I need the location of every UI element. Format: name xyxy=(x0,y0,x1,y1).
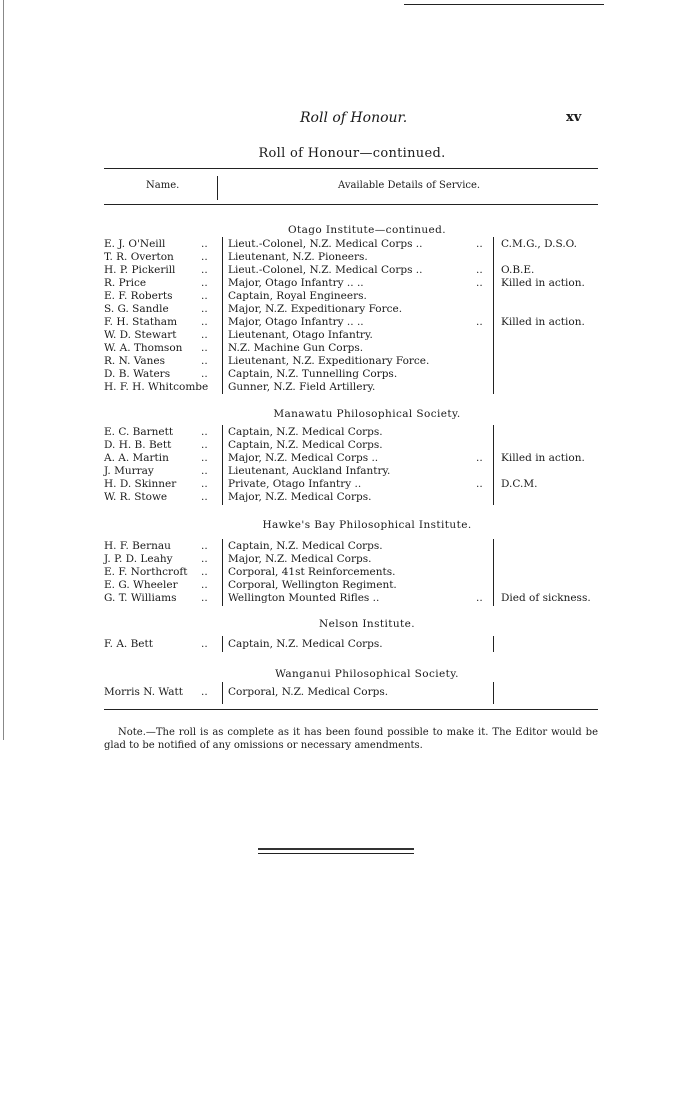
honour: Killed in action. xyxy=(501,316,585,328)
top-rule xyxy=(404,4,604,5)
person-name: H. D. Skinner xyxy=(104,478,177,490)
person-name: D. B. Waters xyxy=(104,368,171,380)
table-row xyxy=(104,355,604,367)
service-detail: Major, N.Z. Medical Corps .. xyxy=(228,452,379,464)
honour: O.B.E. xyxy=(501,264,535,276)
column-divider xyxy=(222,682,223,704)
details-column-header: Available Details of Service. xyxy=(338,180,481,191)
service-detail: N.Z. Machine Gun Corps. xyxy=(228,342,364,354)
person-name: G. T. Williams xyxy=(104,592,177,604)
leader-dots: .. xyxy=(201,251,208,263)
honour: Killed in action. xyxy=(501,277,585,289)
section-title: Hawke's Bay Philosophical Institute. xyxy=(262,519,472,531)
service-detail: Major, N.Z. Expeditionary Force. xyxy=(228,303,403,315)
running-title: Roll of Honour. xyxy=(300,110,408,126)
column-divider xyxy=(493,636,494,652)
leader-dots: .. xyxy=(201,566,208,578)
leader-dots: .. xyxy=(201,238,208,250)
service-detail: Lieutenant, Otago Infantry. xyxy=(228,329,373,341)
person-name: E. F. Roberts xyxy=(104,290,173,302)
service-detail: Wellington Mounted Rifles .. xyxy=(228,592,380,604)
column-divider xyxy=(493,539,494,606)
person-name: R. Price xyxy=(104,277,147,289)
column-divider xyxy=(222,539,223,606)
table-row xyxy=(104,316,604,328)
person-name: Morris N. Watt xyxy=(104,686,183,698)
leader-dots: .. xyxy=(201,465,208,477)
running-header xyxy=(0,110,684,130)
person-name: R. N. Vanes xyxy=(104,355,166,367)
person-name: H. P. Pickerill xyxy=(104,264,176,276)
person-name: W. D. Stewart xyxy=(104,329,177,341)
table-row xyxy=(104,277,604,289)
leader-dots: .. xyxy=(476,452,483,464)
table-row xyxy=(104,303,604,315)
table-row xyxy=(104,368,604,380)
service-detail: Private, Otago Infantry .. xyxy=(228,478,362,490)
service-detail: Lieutenant, Auckland Infantry. xyxy=(228,465,391,477)
table-row xyxy=(104,381,604,393)
table-row xyxy=(104,439,604,451)
person-name: A. A. Martin xyxy=(104,452,169,464)
closing-rule xyxy=(258,853,414,854)
column-divider xyxy=(493,425,494,505)
person-name: H. F. Bernau xyxy=(104,540,171,552)
service-detail: Corporal, Wellington Regiment. xyxy=(228,579,397,591)
column-divider xyxy=(222,636,223,652)
service-detail: Major, N.Z. Medical Corps. xyxy=(228,491,372,503)
leader-dots: .. xyxy=(201,342,208,354)
service-detail: Major, Otago Infantry .. .. xyxy=(228,277,364,289)
table-row xyxy=(104,465,604,477)
leader-dots: .. xyxy=(201,686,208,698)
person-name: W. R. Stowe xyxy=(104,491,168,503)
section-title: Manawatu Philosophical Society. xyxy=(273,408,461,420)
table-bottom-rule xyxy=(104,709,598,710)
roll-title: Roll of Honour—continued. xyxy=(258,146,446,161)
section-title: Nelson Institute. xyxy=(319,618,415,630)
service-detail: Captain, N.Z. Tunnelling Corps. xyxy=(228,368,398,380)
person-name: J. Murray xyxy=(104,465,154,477)
leader-dots: .. xyxy=(476,316,483,328)
table-row xyxy=(104,478,604,490)
leader-dots: .. xyxy=(201,553,208,565)
table-row xyxy=(104,686,604,698)
closing-rule xyxy=(258,848,414,850)
service-detail: Gunner, N.Z. Field Artillery. xyxy=(228,381,376,393)
editorial-note: Note.—The roll is as complete as it has been found possible to make it. The Editor would be glad to be notified of any omissions or necessary amendments. xyxy=(104,727,598,751)
header-divider xyxy=(217,176,218,200)
leader-dots: .. xyxy=(201,638,208,650)
leader-dots: .. xyxy=(476,264,483,276)
column-divider xyxy=(222,425,223,505)
leader-dots: .. xyxy=(201,540,208,552)
service-detail: Captain, N.Z. Medical Corps. xyxy=(228,540,383,552)
leader-dots: .. xyxy=(201,478,208,490)
header-bottom-rule xyxy=(104,204,598,205)
person-name: H. F. H. Whitcombe xyxy=(104,381,209,393)
table-row xyxy=(104,238,604,250)
leader-dots: .. xyxy=(201,579,208,591)
name-column-header: Name. xyxy=(146,180,180,191)
table-row xyxy=(104,452,604,464)
service-detail: Captain, N.Z. Medical Corps. xyxy=(228,439,383,451)
table-row xyxy=(104,426,604,438)
service-detail: Corporal, N.Z. Medical Corps. xyxy=(228,686,389,698)
service-detail: Lieut.-Colonel, N.Z. Medical Corps .. xyxy=(228,264,423,276)
leader-dots: .. xyxy=(476,478,483,490)
service-detail: Major, Otago Infantry .. .. xyxy=(228,316,364,328)
service-detail: Corporal, 41st Reinforcements. xyxy=(228,566,396,578)
table-row xyxy=(104,342,604,354)
page-number: xv xyxy=(566,110,582,125)
honour: C.M.G., D.S.O. xyxy=(501,238,577,250)
leader-dots: .. xyxy=(201,439,208,451)
person-name: W. A. Thomson xyxy=(104,342,183,354)
column-divider xyxy=(493,237,494,394)
leader-dots: .. xyxy=(476,277,483,289)
leader-dots: .. xyxy=(201,316,208,328)
leader-dots: .. xyxy=(201,592,208,604)
person-name: F. H. Statham xyxy=(104,316,178,328)
leader-dots: .. xyxy=(201,491,208,503)
service-detail: Lieut.-Colonel, N.Z. Medical Corps .. xyxy=(228,238,423,250)
table-row xyxy=(104,251,604,263)
leader-dots: .. xyxy=(201,277,208,289)
leader-dots: .. xyxy=(201,303,208,315)
person-name: E. F. Northcroft xyxy=(104,566,188,578)
leader-dots: .. xyxy=(201,355,208,367)
table-row xyxy=(104,540,604,552)
person-name: S. G. Sandle xyxy=(104,303,169,315)
leader-dots: .. xyxy=(201,452,208,464)
person-name: E. G. Wheeler xyxy=(104,579,178,591)
service-detail: Captain, Royal Engineers. xyxy=(228,290,367,302)
leader-dots: .. xyxy=(201,264,208,276)
table-row xyxy=(104,566,604,578)
person-name: J. P. D. Leahy xyxy=(104,553,173,565)
service-detail: Captain, N.Z. Medical Corps. xyxy=(228,426,383,438)
table-row xyxy=(104,264,604,276)
table-row xyxy=(104,592,604,604)
section-title: Otago Institute—continued. xyxy=(288,224,446,236)
honour: D.C.M. xyxy=(501,478,538,490)
service-detail: Major, N.Z. Medical Corps. xyxy=(228,553,372,565)
table-row xyxy=(104,491,604,503)
header-top-rule xyxy=(104,168,598,169)
honour: Killed in action. xyxy=(501,452,585,464)
leader-dots: .. xyxy=(201,368,208,380)
service-detail: Lieutenant, N.Z. Expeditionary Force. xyxy=(228,355,430,367)
leader-dots: .. xyxy=(201,290,208,302)
person-name: D. H. B. Bett xyxy=(104,439,172,451)
service-detail: Captain, N.Z. Medical Corps. xyxy=(228,638,383,650)
table-row xyxy=(104,638,604,650)
leader-dots: .. xyxy=(201,426,208,438)
column-divider xyxy=(222,237,223,394)
person-name: T. R. Overton xyxy=(104,251,174,263)
leader-dots: .. xyxy=(201,329,208,341)
person-name: E. C. Barnett xyxy=(104,426,174,438)
leader-dots: .. xyxy=(476,238,483,250)
table-row xyxy=(104,329,604,341)
column-divider xyxy=(493,682,494,704)
table-row xyxy=(104,579,604,591)
person-name: E. J. O'Neill xyxy=(104,238,166,250)
table-row xyxy=(104,290,604,302)
service-detail: Lieutenant, N.Z. Pioneers. xyxy=(228,251,368,263)
honour: Died of sickness. xyxy=(501,592,591,604)
section-title: Wanganui Philosophical Society. xyxy=(275,668,459,680)
table-row xyxy=(104,553,604,565)
leader-dots: .. xyxy=(476,592,483,604)
person-name: F. A. Bett xyxy=(104,638,153,650)
